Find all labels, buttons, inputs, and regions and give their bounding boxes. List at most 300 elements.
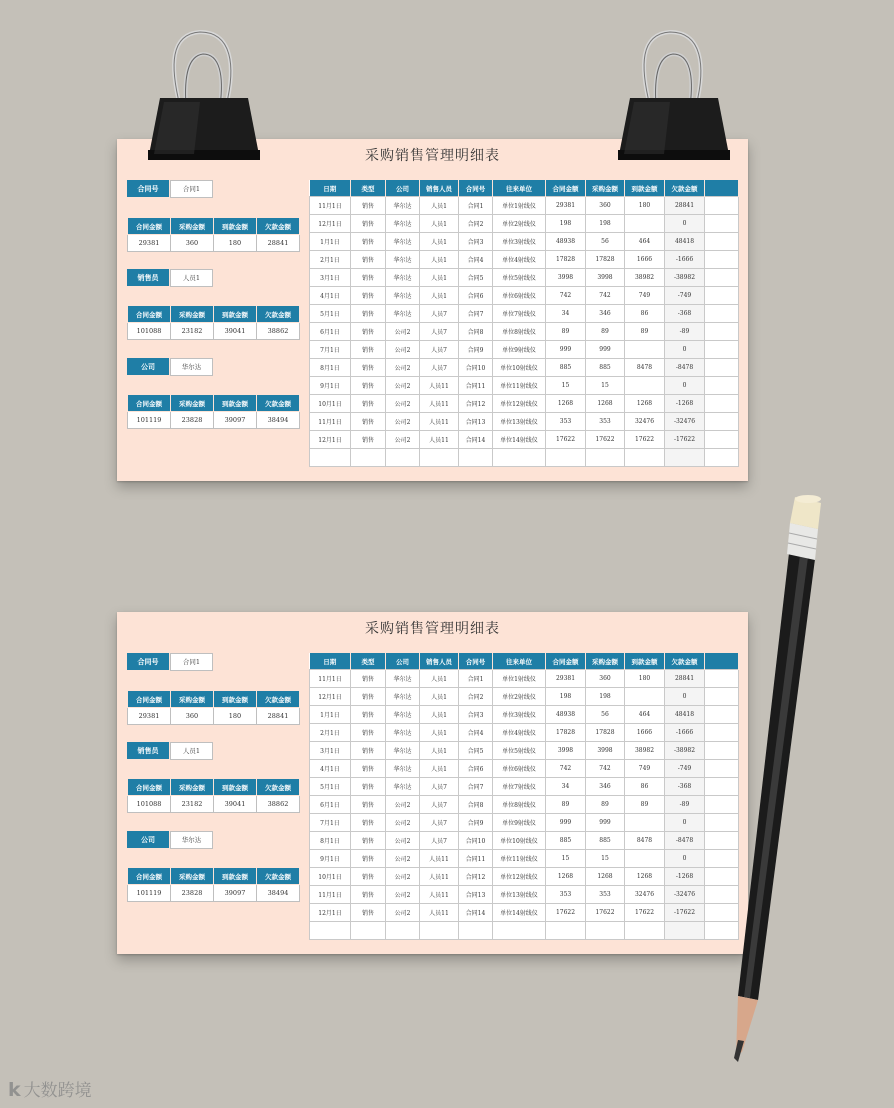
table-cell: 单位8射线仪 xyxy=(493,796,546,814)
table-cell: 人员1 xyxy=(420,670,459,688)
table-cell: 12月1日 xyxy=(310,688,351,706)
table-cell: 人员1 xyxy=(420,215,459,233)
table-cell xyxy=(705,269,739,287)
table-cell: 销售 xyxy=(351,395,386,413)
table-cell: 单位14射线仪 xyxy=(493,904,546,922)
salesperson-value[interactable]: 人员1 xyxy=(170,742,213,760)
table-cell: 1666 xyxy=(625,724,665,742)
table-cell: 15 xyxy=(586,850,625,868)
table-cell xyxy=(705,323,739,341)
detail-table-body xyxy=(310,197,739,467)
table-cell: 1268 xyxy=(586,868,625,886)
table-cell: 单位2射线仪 xyxy=(493,215,546,233)
table-cell: 人员1 xyxy=(420,197,459,215)
table-cell: 32476 xyxy=(625,413,665,431)
table-cell: 人员11 xyxy=(420,431,459,449)
table-cell: 8478 xyxy=(625,832,665,850)
summary-cell: 360 xyxy=(171,708,214,725)
column-header xyxy=(705,653,739,670)
summary-cell: 29381 xyxy=(128,235,171,252)
table-cell: 人员1 xyxy=(420,688,459,706)
summary-header: 采购金额 xyxy=(171,779,214,796)
summary-header: 欠款金额 xyxy=(257,395,300,412)
table-cell: 销售 xyxy=(351,377,386,395)
table-cell xyxy=(625,449,665,467)
summary-cell: 39041 xyxy=(214,323,257,340)
table-cell: 合同8 xyxy=(459,323,493,341)
table-cell: 合同12 xyxy=(459,868,493,886)
table-cell: 人员1 xyxy=(420,269,459,287)
table-cell: 单位6射线仪 xyxy=(493,287,546,305)
table-cell: 人员1 xyxy=(420,706,459,724)
table-cell: 合同9 xyxy=(459,814,493,832)
table-cell: 华尔达 xyxy=(386,305,420,323)
table-cell: 198 xyxy=(586,215,625,233)
table-cell: 人员7 xyxy=(420,796,459,814)
table-cell: 合同10 xyxy=(459,832,493,850)
table-cell: 华尔达 xyxy=(386,688,420,706)
summary-cell: 39097 xyxy=(214,412,257,429)
summary-header: 到款金额 xyxy=(214,691,257,708)
table-cell xyxy=(705,922,739,940)
table-cell: -8478 xyxy=(665,359,705,377)
table-cell: 15 xyxy=(546,850,586,868)
table-cell: 销售 xyxy=(351,724,386,742)
table-cell xyxy=(705,341,739,359)
table-cell: 人员7 xyxy=(420,832,459,850)
table-cell: 3998 xyxy=(546,269,586,287)
summary-header: 合同金额 xyxy=(128,868,171,885)
table-cell xyxy=(705,706,739,724)
table-cell: 人员11 xyxy=(420,413,459,431)
table-cell: 华尔达 xyxy=(386,251,420,269)
table-cell: 销售 xyxy=(351,197,386,215)
contract-summary-table xyxy=(127,690,300,725)
table-cell: -749 xyxy=(665,760,705,778)
table-cell: 单位11射线仪 xyxy=(493,377,546,395)
table-cell: 合同9 xyxy=(459,341,493,359)
table-cell: 742 xyxy=(546,760,586,778)
summary-cell: 38494 xyxy=(257,885,300,902)
table-cell: 人员7 xyxy=(420,305,459,323)
column-header: 往来单位 xyxy=(493,180,546,197)
summary-cell: 101119 xyxy=(128,412,171,429)
table-row xyxy=(310,868,739,886)
column-header: 销售人员 xyxy=(420,180,459,197)
table-cell: -17622 xyxy=(665,904,705,922)
table-cell: 人员1 xyxy=(420,724,459,742)
table-cell: 2月1日 xyxy=(310,251,351,269)
table-cell: 180 xyxy=(625,197,665,215)
table-cell: 销售 xyxy=(351,323,386,341)
table-cell: 17828 xyxy=(586,251,625,269)
table-cell: 单位7射线仪 xyxy=(493,778,546,796)
table-cell: 0 xyxy=(665,814,705,832)
column-header: 类型 xyxy=(351,180,386,197)
table-cell: 34 xyxy=(546,778,586,796)
table-cell: 合同4 xyxy=(459,251,493,269)
table-cell: 销售 xyxy=(351,742,386,760)
table-cell: 合同7 xyxy=(459,305,493,323)
table-cell: -17622 xyxy=(665,431,705,449)
table-cell: 人员11 xyxy=(420,886,459,904)
table-cell: 单位6射线仪 xyxy=(493,760,546,778)
column-header: 合同金额 xyxy=(546,653,586,670)
table-cell: 86 xyxy=(625,778,665,796)
column-header: 销售人员 xyxy=(420,653,459,670)
table-cell: 5月1日 xyxy=(310,778,351,796)
table-cell: -38982 xyxy=(665,742,705,760)
table-cell: 合同6 xyxy=(459,287,493,305)
table-cell: 合同3 xyxy=(459,233,493,251)
table-cell: 8478 xyxy=(625,359,665,377)
table-cell: 华尔达 xyxy=(386,778,420,796)
table-cell: 华尔达 xyxy=(386,706,420,724)
table-cell: 3998 xyxy=(586,269,625,287)
table-cell: 合同7 xyxy=(459,778,493,796)
table-cell: 人员1 xyxy=(420,760,459,778)
table-cell: 0 xyxy=(665,215,705,233)
table-cell: 3998 xyxy=(586,742,625,760)
salesperson-label: 销售员 xyxy=(127,269,169,286)
table-cell: 销售 xyxy=(351,287,386,305)
summary-header: 欠款金额 xyxy=(257,868,300,885)
table-cell: 合同12 xyxy=(459,395,493,413)
table-cell: 742 xyxy=(586,287,625,305)
table-cell: 11月1日 xyxy=(310,197,351,215)
table-cell: 人员11 xyxy=(420,904,459,922)
table-cell: 销售 xyxy=(351,233,386,251)
summary-header: 采购金额 xyxy=(171,218,214,235)
table-cell: 销售 xyxy=(351,251,386,269)
contract-no-value[interactable]: 合同1 xyxy=(170,180,213,198)
table-cell: 单位12射线仪 xyxy=(493,395,546,413)
detail-table xyxy=(309,653,739,940)
table-cell: 合同6 xyxy=(459,760,493,778)
table-cell: 人员11 xyxy=(420,395,459,413)
table-cell: 合同14 xyxy=(459,431,493,449)
table-cell: -1666 xyxy=(665,724,705,742)
table-cell: 销售 xyxy=(351,796,386,814)
table-row xyxy=(310,305,739,323)
table-cell: 48938 xyxy=(546,706,586,724)
table-cell xyxy=(625,215,665,233)
table-cell: -749 xyxy=(665,287,705,305)
table-cell: 公司2 xyxy=(386,341,420,359)
table-cell: 合同13 xyxy=(459,413,493,431)
company-summary-table xyxy=(127,867,300,902)
table-cell: 17622 xyxy=(546,904,586,922)
table-cell xyxy=(625,814,665,832)
table-cell: 885 xyxy=(586,359,625,377)
table-cell: 89 xyxy=(546,323,586,341)
table-cell: 17828 xyxy=(546,724,586,742)
table-cell xyxy=(625,688,665,706)
table-cell: 353 xyxy=(586,886,625,904)
table-cell: 749 xyxy=(625,760,665,778)
table-cell xyxy=(586,922,625,940)
table-cell xyxy=(705,251,739,269)
table-cell: 公司2 xyxy=(386,832,420,850)
summary-header: 合同金额 xyxy=(128,395,171,412)
table-cell xyxy=(705,233,739,251)
table-cell: 1666 xyxy=(625,251,665,269)
table-cell: 公司2 xyxy=(386,868,420,886)
table-cell: 353 xyxy=(546,886,586,904)
table-cell: 1268 xyxy=(625,395,665,413)
table-cell: 2月1日 xyxy=(310,724,351,742)
table-row xyxy=(310,922,739,940)
table-cell: 48418 xyxy=(665,233,705,251)
table-cell: 华尔达 xyxy=(386,269,420,287)
table-cell: 28841 xyxy=(665,670,705,688)
table-row xyxy=(310,904,739,922)
table-cell: 人员7 xyxy=(420,323,459,341)
table-cell: 华尔达 xyxy=(386,760,420,778)
table-cell: 人员1 xyxy=(420,742,459,760)
binder-clip-icon xyxy=(140,26,268,162)
company-value[interactable]: 华尔达 xyxy=(170,358,213,376)
table-cell xyxy=(705,724,739,742)
table-cell: 999 xyxy=(546,814,586,832)
company-label: 公司 xyxy=(127,358,169,375)
table-cell xyxy=(625,377,665,395)
company-summary-table xyxy=(127,394,300,429)
contract-summary-table xyxy=(127,217,300,252)
table-cell: 15 xyxy=(546,377,586,395)
table-cell: 17828 xyxy=(586,724,625,742)
detail-table-header xyxy=(310,180,739,197)
table-cell: 464 xyxy=(625,706,665,724)
table-row xyxy=(310,377,739,395)
table-cell: 999 xyxy=(546,341,586,359)
column-header: 到款金额 xyxy=(625,653,665,670)
table-cell: -38982 xyxy=(665,269,705,287)
table-cell: 销售 xyxy=(351,670,386,688)
table-row xyxy=(310,287,739,305)
table-cell: 4月1日 xyxy=(310,760,351,778)
table-row xyxy=(310,724,739,742)
table-cell: 1268 xyxy=(625,868,665,886)
table-cell: 销售 xyxy=(351,760,386,778)
table-cell: 单位12射线仪 xyxy=(493,868,546,886)
table-cell: 9月1日 xyxy=(310,850,351,868)
table-cell xyxy=(665,449,705,467)
contract-no-value[interactable]: 合同1 xyxy=(170,653,213,671)
table-row xyxy=(310,413,739,431)
table-cell: 28841 xyxy=(665,197,705,215)
table-cell: 56 xyxy=(586,233,625,251)
table-cell: -368 xyxy=(665,305,705,323)
summary-cell: 101119 xyxy=(128,885,171,902)
table-row xyxy=(310,886,739,904)
table-cell: 15 xyxy=(586,377,625,395)
table-cell: 742 xyxy=(586,760,625,778)
table-cell: 人员1 xyxy=(420,233,459,251)
table-cell: 17622 xyxy=(625,431,665,449)
table-cell: 12月1日 xyxy=(310,215,351,233)
column-header: 欠款金额 xyxy=(665,180,705,197)
salesperson-summary-table xyxy=(127,305,300,340)
table-cell: -89 xyxy=(665,323,705,341)
table-cell xyxy=(420,922,459,940)
table-cell: 单位5射线仪 xyxy=(493,269,546,287)
summary-header: 欠款金额 xyxy=(257,691,300,708)
table-cell: 公司2 xyxy=(386,377,420,395)
table-cell: 销售 xyxy=(351,341,386,359)
table-cell: 公司2 xyxy=(386,796,420,814)
table-cell: 885 xyxy=(546,832,586,850)
table-row xyxy=(310,431,739,449)
table-cell: 人员7 xyxy=(420,341,459,359)
table-cell xyxy=(386,449,420,467)
table-cell: 公司2 xyxy=(386,886,420,904)
table-cell: 销售 xyxy=(351,431,386,449)
table-cell: 8月1日 xyxy=(310,832,351,850)
summary-header: 欠款金额 xyxy=(257,779,300,796)
table-cell: 0 xyxy=(665,688,705,706)
table-cell: 17622 xyxy=(586,904,625,922)
column-header: 往来单位 xyxy=(493,653,546,670)
table-row xyxy=(310,323,739,341)
table-row xyxy=(310,706,739,724)
binder-clip-icon xyxy=(610,26,738,162)
table-cell: 合同2 xyxy=(459,215,493,233)
table-cell: 198 xyxy=(586,688,625,706)
table-cell: 销售 xyxy=(351,269,386,287)
table-cell: 销售 xyxy=(351,814,386,832)
table-cell: 1月1日 xyxy=(310,706,351,724)
table-row xyxy=(310,269,739,287)
table-cell xyxy=(546,449,586,467)
table-cell: 38982 xyxy=(625,269,665,287)
table-cell: 公司2 xyxy=(386,904,420,922)
table-cell: 单位5射线仪 xyxy=(493,742,546,760)
table-cell xyxy=(351,449,386,467)
table-cell: 合同2 xyxy=(459,688,493,706)
summary-header: 合同金额 xyxy=(128,691,171,708)
table-cell: 885 xyxy=(586,832,625,850)
table-cell: 华尔达 xyxy=(386,197,420,215)
table-row xyxy=(310,341,739,359)
summary-cell: 28841 xyxy=(257,708,300,725)
table-cell: 0 xyxy=(665,850,705,868)
table-cell xyxy=(705,449,739,467)
table-cell xyxy=(705,778,739,796)
table-cell: 合同1 xyxy=(459,670,493,688)
table-cell xyxy=(705,431,739,449)
table-cell: 48418 xyxy=(665,706,705,724)
table-cell xyxy=(705,670,739,688)
table-cell: 合同5 xyxy=(459,742,493,760)
table-cell xyxy=(705,796,739,814)
table-cell xyxy=(705,305,739,323)
table-cell: 华尔达 xyxy=(386,287,420,305)
table-cell: 单位8射线仪 xyxy=(493,323,546,341)
table-cell: 公司2 xyxy=(386,814,420,832)
table-cell: 17622 xyxy=(546,431,586,449)
detail-table-body xyxy=(310,670,739,940)
table-cell: 89 xyxy=(625,323,665,341)
table-cell: 89 xyxy=(625,796,665,814)
salesperson-value[interactable]: 人员1 xyxy=(170,269,213,287)
table-cell xyxy=(705,832,739,850)
table-cell: 89 xyxy=(546,796,586,814)
summary-header: 到款金额 xyxy=(214,306,257,323)
company-value[interactable]: 华尔达 xyxy=(170,831,213,849)
summary-cell: 28841 xyxy=(257,235,300,252)
summary-cell: 38494 xyxy=(257,412,300,429)
sheet-title: 采购销售管理明细表 xyxy=(365,621,500,637)
table-cell: 合同4 xyxy=(459,724,493,742)
watermark-logo: k xyxy=(8,1079,20,1101)
column-header: 合同金额 xyxy=(546,180,586,197)
table-cell xyxy=(705,413,739,431)
table-cell: 单位2射线仪 xyxy=(493,688,546,706)
table-cell: 销售 xyxy=(351,706,386,724)
summary-cell: 23828 xyxy=(171,885,214,902)
table-cell: 单位10射线仪 xyxy=(493,359,546,377)
column-header: 公司 xyxy=(386,180,420,197)
table-cell: 销售 xyxy=(351,305,386,323)
table-cell: 公司2 xyxy=(386,431,420,449)
table-cell: 人员1 xyxy=(420,287,459,305)
table-cell xyxy=(459,449,493,467)
table-cell: 8月1日 xyxy=(310,359,351,377)
table-cell: 353 xyxy=(546,413,586,431)
table-cell: 合同5 xyxy=(459,269,493,287)
table-cell: 单位1射线仪 xyxy=(493,197,546,215)
table-row xyxy=(310,251,739,269)
table-cell: 合同11 xyxy=(459,377,493,395)
table-cell xyxy=(705,197,739,215)
table-cell: 3月1日 xyxy=(310,269,351,287)
table-row xyxy=(310,233,739,251)
table-cell: 单位11射线仪 xyxy=(493,850,546,868)
table-cell xyxy=(586,449,625,467)
table-cell: 合同8 xyxy=(459,796,493,814)
table-cell xyxy=(310,922,351,940)
table-cell xyxy=(493,922,546,940)
table-cell: 销售 xyxy=(351,413,386,431)
table-cell: 17622 xyxy=(625,904,665,922)
table-cell xyxy=(705,688,739,706)
table-row xyxy=(310,760,739,778)
table-cell: 单位13射线仪 xyxy=(493,886,546,904)
table-cell: -368 xyxy=(665,778,705,796)
table-cell xyxy=(705,760,739,778)
column-header: 合同号 xyxy=(459,653,493,670)
salesperson-label: 销售员 xyxy=(127,742,169,759)
table-cell xyxy=(705,850,739,868)
table-row xyxy=(310,688,739,706)
table-row xyxy=(310,449,739,467)
summary-cell: 180 xyxy=(214,708,257,725)
summary-header: 采购金额 xyxy=(171,868,214,885)
summary-header: 合同金额 xyxy=(128,218,171,235)
column-header: 采购金额 xyxy=(586,653,625,670)
contract-no-label: 合同号 xyxy=(127,653,169,670)
table-cell: 999 xyxy=(586,341,625,359)
table-cell: 17828 xyxy=(546,251,586,269)
table-cell: 4月1日 xyxy=(310,287,351,305)
table-cell: 公司2 xyxy=(386,323,420,341)
table-cell: 198 xyxy=(546,688,586,706)
table-cell: 11月1日 xyxy=(310,413,351,431)
table-cell: 合同10 xyxy=(459,359,493,377)
column-header: 采购金额 xyxy=(586,180,625,197)
table-cell: 12月1日 xyxy=(310,904,351,922)
